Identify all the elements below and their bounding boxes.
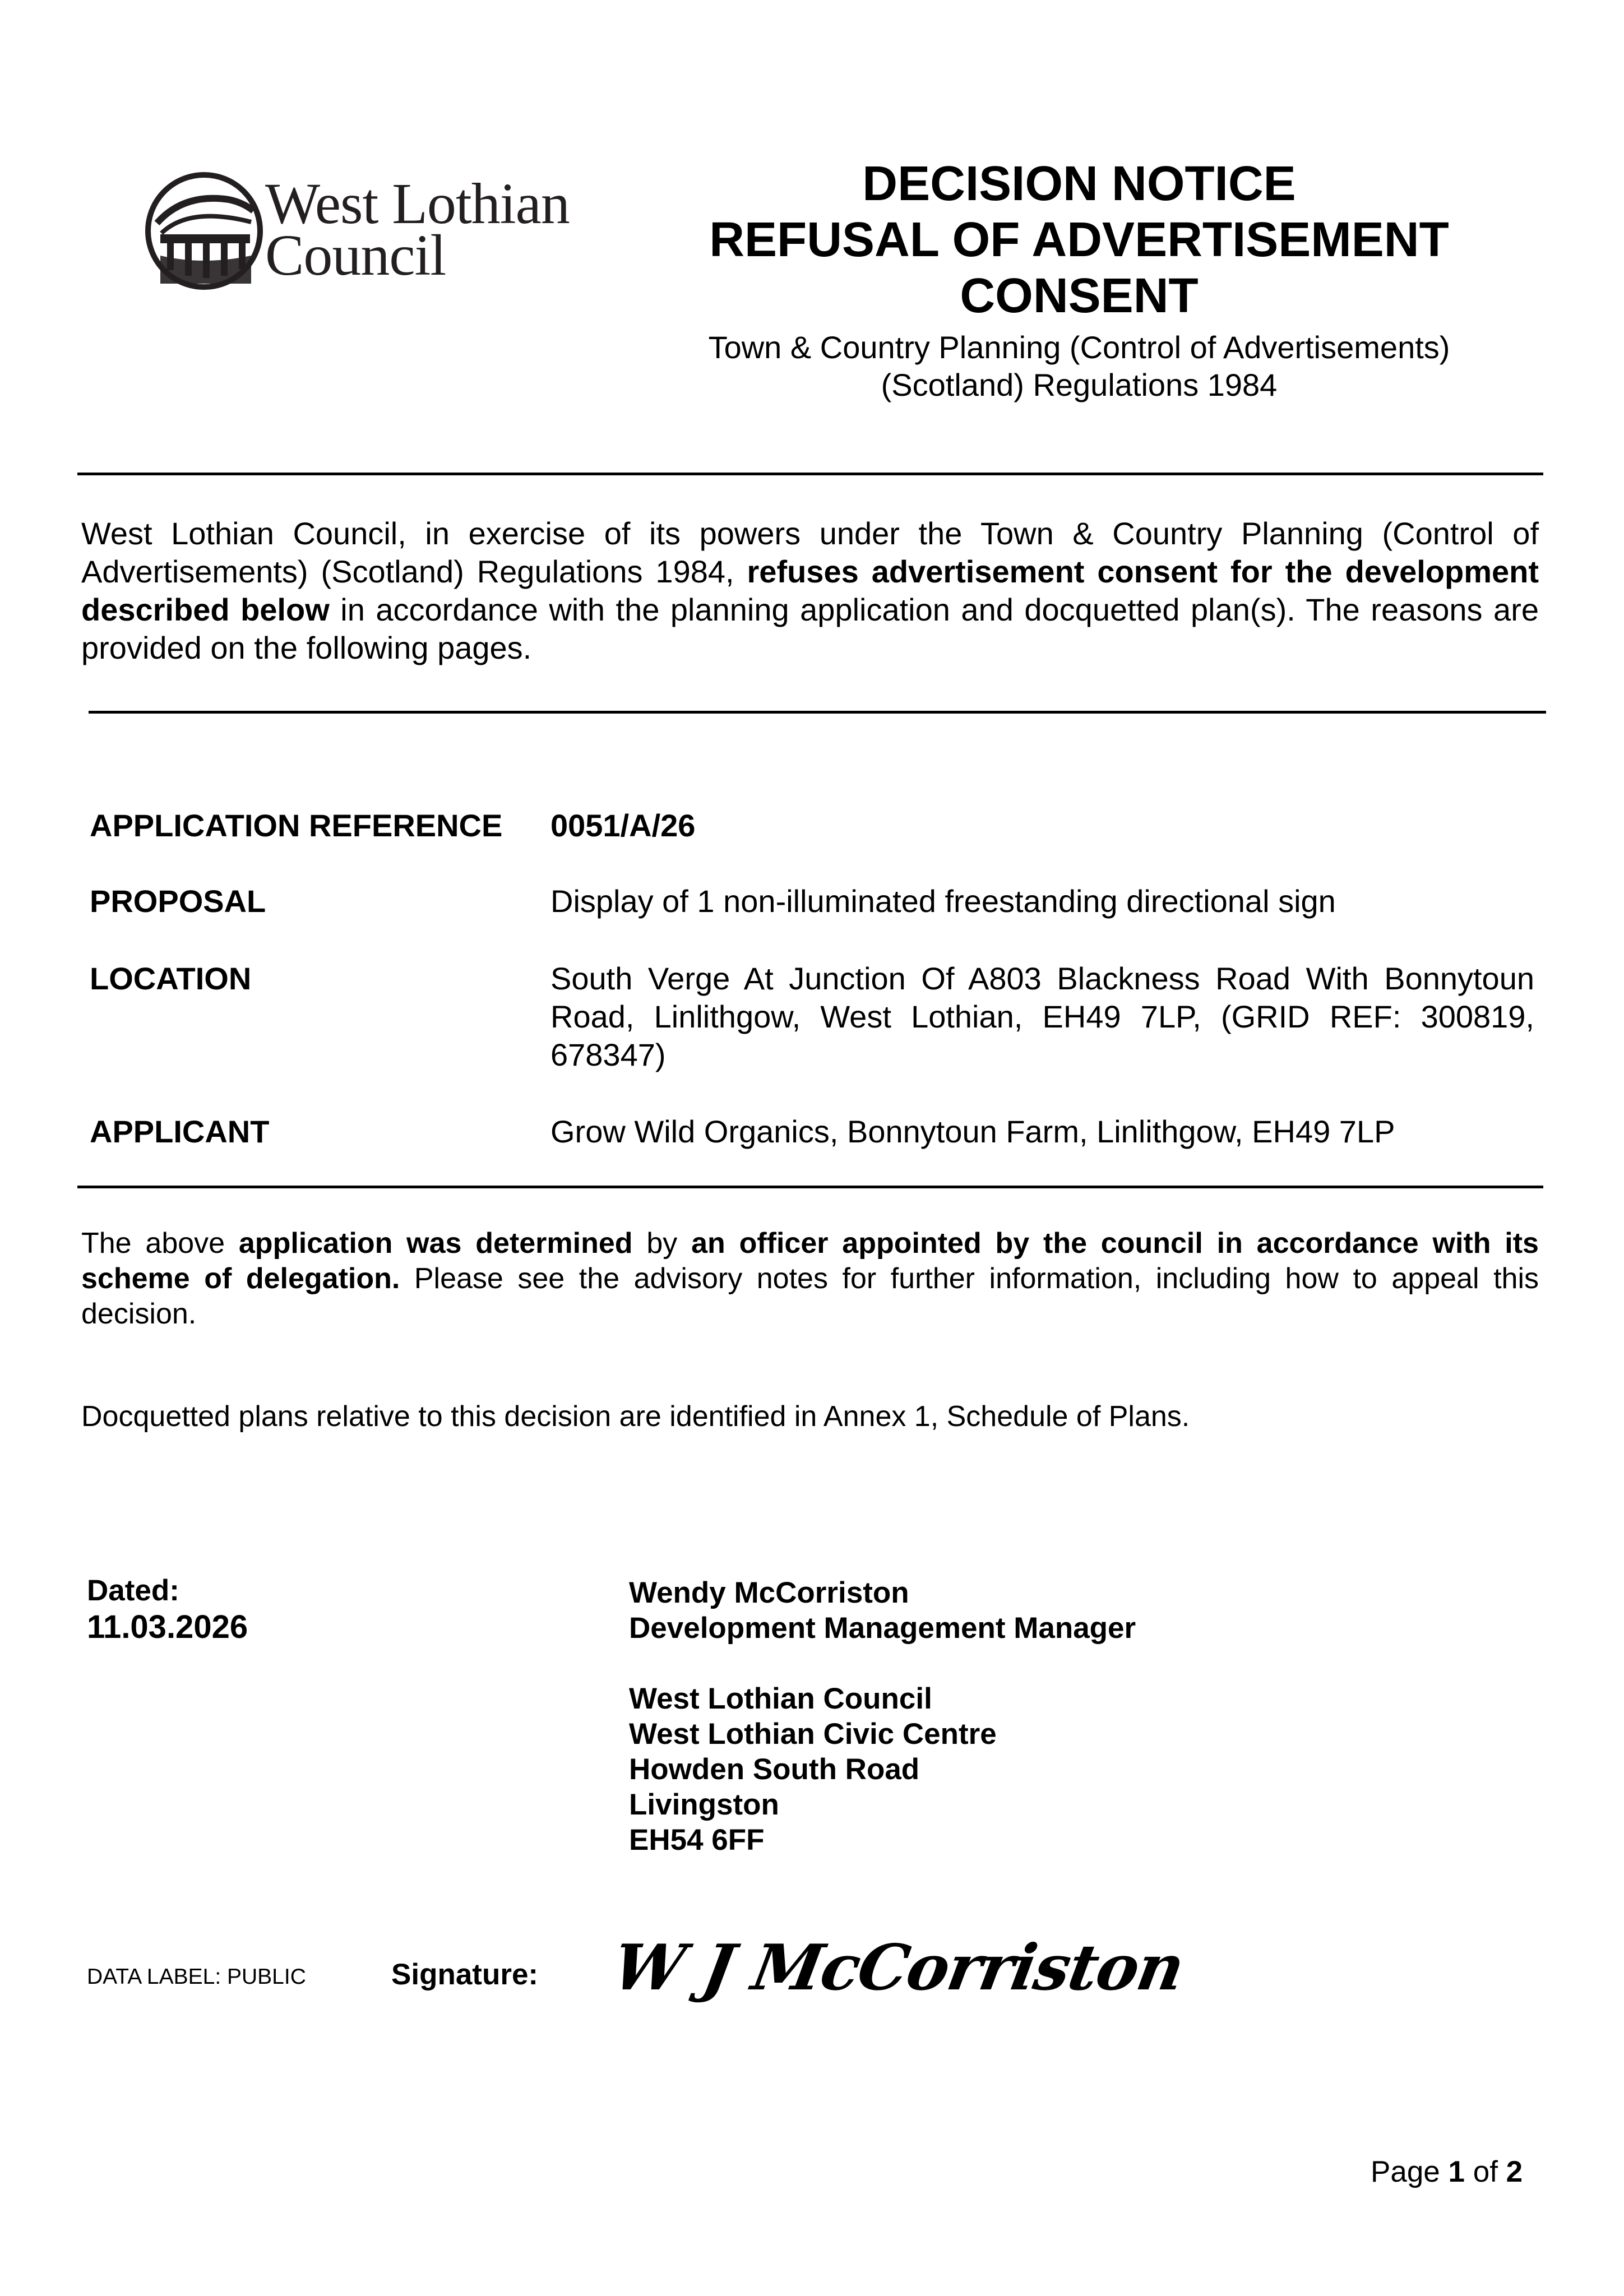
determination-bold-1: application was determined (238, 1227, 633, 1260)
intro-text-1: West Lothian Council, in exercise of its powers under the Town & Country Planning (Control of Advertisements) (Scotland) Regulations 1984, (81, 516, 1539, 589)
notice-header (639, 156, 1519, 404)
intro-bold: refuses advertisement consent for the development described below (81, 554, 1539, 627)
determination-text-2: by (632, 1227, 692, 1260)
page-total: 2 (1506, 2155, 1523, 2188)
officer-building: West Lothian Civic Centre (629, 1718, 997, 1751)
signature-label: Signature: (391, 1958, 539, 1991)
location-value: South Verge At Junction Of A803 Blackness Road With Bonnytoun Road, Linlithgow, West Lothian, EH49 7LP, (GRID REF: 300819, 678347) (550, 961, 1534, 1072)
officer-town: Livingston (629, 1788, 779, 1821)
divider-details (77, 1186, 1543, 1188)
proposal-value: Display of 1 non-illuminated freestanding directional sign (550, 883, 1336, 919)
dated-value: 11.03.2026 (87, 1609, 248, 1645)
viaduct-emblem-icon (145, 172, 263, 290)
officer-org: West Lothian Council (629, 1682, 932, 1715)
determination-text-3: Please see the advisory notes for further information, including how to appeal this decision. (81, 1262, 1539, 1330)
handwritten-signature: W J McCorriston (607, 1931, 1189, 2005)
dated-label: Dated: (87, 1574, 179, 1607)
title-line-2: REFUSAL OF ADVERTISEMENT (709, 212, 1449, 267)
page-number (1371, 2155, 1523, 2189)
divider-top (77, 473, 1543, 475)
logo-text-line1: West Lothian (265, 172, 570, 236)
divider-intro (89, 711, 1546, 714)
title-line-1: DECISION NOTICE (862, 156, 1296, 211)
officer-street: Howden South Road (629, 1753, 920, 1786)
applicant-label: APPLICANT (90, 1114, 270, 1149)
logo-text-line2: Council (265, 223, 446, 288)
determination-bold-2: an officer appointed by the council in accordance with its scheme of delegation. (81, 1227, 1539, 1295)
council-logo (145, 168, 593, 294)
title-line-3: CONSENT (960, 269, 1199, 323)
page-current: 1 (1448, 2155, 1465, 2188)
reference-label: APPLICATION REFERENCE (90, 808, 503, 843)
page-prefix: Page (1371, 2155, 1449, 2188)
data-label: DATA LABEL: PUBLIC (87, 1965, 306, 1989)
subtitle-line-2: (Scotland) Regulations 1984 (881, 367, 1278, 402)
determination-text-1: The above (81, 1227, 239, 1260)
officer-postcode: EH54 6FF (629, 1823, 765, 1857)
intro-text-2: in accordance with the planning application and docquetted plan(s). The reasons are provided on the following pages. (81, 592, 1539, 665)
subtitle-line-1: Town & Country Planning (Control of Advertisements) (708, 330, 1450, 365)
proposal-label: PROPOSAL (90, 883, 266, 919)
officer-name: Wendy McCorriston (629, 1576, 909, 1609)
intro-paragraph (81, 515, 1539, 667)
page-of: of (1465, 2155, 1506, 2188)
location-label: LOCATION (90, 961, 252, 996)
officer-role: Development Management Manager (629, 1612, 1136, 1645)
officer-block (629, 1575, 1136, 1858)
applicant-value: Grow Wild Organics, Bonnytoun Farm, Linlithgow, EH49 7LP (550, 1114, 1395, 1149)
determination-paragraph (81, 1226, 1539, 1332)
dated-block (87, 1574, 248, 1647)
docquetted-plans-note: Docquetted plans relative to this decision are identified in Annex 1, Schedule of Plans. (81, 1400, 1190, 1433)
reference-value: 0051/A/26 (550, 808, 696, 843)
